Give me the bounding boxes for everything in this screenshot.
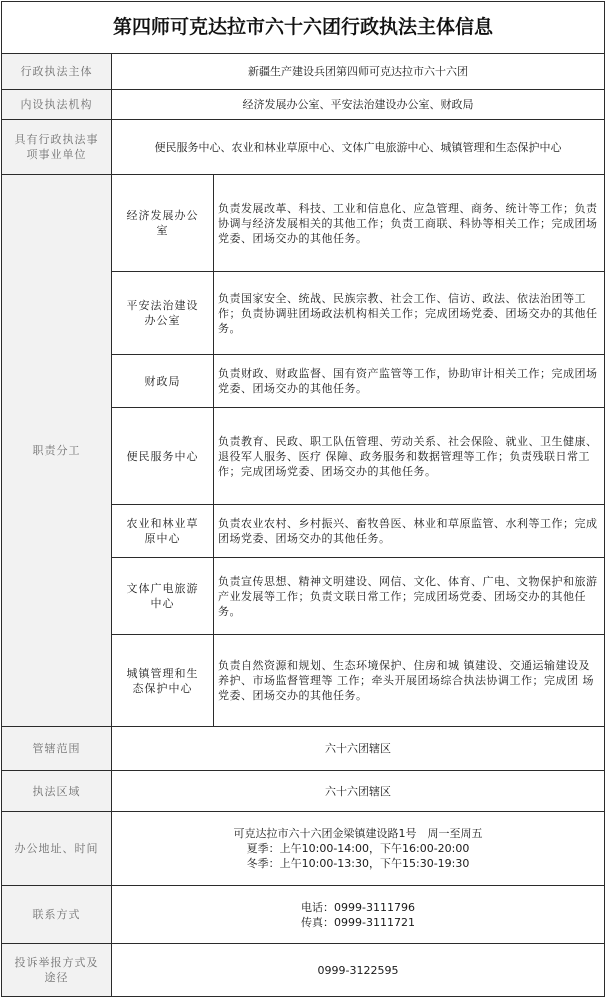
duty-description: 负责教育、民政、职工队伍管理、劳动关系、社会保险、就业、卫生健康、退役军人服务、医疗 保障、政务服务和数据管理等工作；负责残联日常工作；完成团场党委、团场交办的其他任务。 <box>214 408 605 505</box>
office-info <box>112 812 605 886</box>
enforcement-area-value: 六十六团辖区 <box>112 771 605 812</box>
contact-row <box>2 886 605 944</box>
office-summer-hours: 夏季：上午10:00-14:00，下午16:00-20:00 <box>246 842 470 855</box>
page-title: 第四师可克达拉市六十六团行政执法主体信息 <box>2 2 605 54</box>
duty-unit: 城镇管理和生态保护中心 <box>112 635 214 727</box>
duty-unit: 平安法治建设办公室 <box>112 272 214 355</box>
duty-description: 负责自然资源和规划、生态环境保护、住房和城 镇建设、交通运输建设及养护、市场监督管理等 工作；牵头开展团场综合执法协调工作；完成团 场党委、团场交办的其他任务。 <box>214 635 605 727</box>
duty-unit: 便民服务中心 <box>112 408 214 505</box>
duty-unit: 财政局 <box>112 355 214 408</box>
duty-description: 负责农业农村、乡村振兴、畜牧兽医、林业和草原监管、水利等工作；完成团场党委、团场交办的其他任务。 <box>214 505 605 558</box>
duty-row <box>2 175 605 272</box>
duties-label: 职责分工 <box>2 175 112 727</box>
info-sheet <box>1 1 604 993</box>
contact-info <box>112 886 605 944</box>
duty-unit: 文体广电旅游中心 <box>112 558 214 635</box>
internal-value: 经济发展办公室、平安法治建设办公室、财政局 <box>112 90 605 120</box>
office-winter-hours: 冬季：上午10:00-13:30，下午15:30-19:30 <box>246 857 470 870</box>
entity-label: 行政执法主体 <box>2 54 112 90</box>
jurisdiction-row <box>2 727 605 771</box>
units-row <box>2 120 605 175</box>
duty-description: 负责宣传思想、精神文明建设、网信、文化、体育、广电、文物保护和旅游产业发展等工作；负责文联日常工作；完成团场党委、团场交办的其他任务。 <box>214 558 605 635</box>
duty-unit: 经济发展办公室 <box>112 175 214 272</box>
duty-unit: 农业和林业草原中心 <box>112 505 214 558</box>
jurisdiction-value: 六十六团辖区 <box>112 727 605 771</box>
office-label: 办公地址、时间 <box>2 812 112 886</box>
enforcement-area-row <box>2 771 605 812</box>
duty-description: 负责国家安全、统战、民族宗教、社会工作、信访、政法、依法治团等工作；负责协调驻团场政法机构相关工作；完成团场党委、团场交办的其他任务。 <box>214 272 605 355</box>
contact-fax: 传真：0999-3111721 <box>301 915 415 929</box>
enforcement-area-label: 执法区域 <box>2 771 112 812</box>
complaint-value: 0999-3122595 <box>112 944 605 997</box>
internal-row <box>2 90 605 120</box>
units-value: 便民服务中心、农业和林业草原中心、文体广电旅游中心、城镇管理和生态保护中心 <box>112 120 605 175</box>
contact-label: 联系方式 <box>2 886 112 944</box>
complaint-row <box>2 944 605 997</box>
info-table <box>1 1 605 997</box>
entity-row <box>2 54 605 90</box>
title-row <box>2 2 605 54</box>
complaint-label: 投诉举报方式及途径 <box>2 944 112 997</box>
units-label: 具有行政执法事项事业单位 <box>2 120 112 175</box>
office-address: 可克达拉市六十六团金梁镇建设路1号 周一至周五 <box>233 827 483 840</box>
jurisdiction-label: 管辖范围 <box>2 727 112 771</box>
duty-description: 负责财政、财政监督、国有资产监管等工作，协助审计相关工作；完成团场党委、团场交办的其他任务。 <box>214 355 605 408</box>
contact-phone: 电话：0999-3111796 <box>301 900 415 914</box>
internal-label: 内设执法机构 <box>2 90 112 120</box>
entity-value: 新疆生产建设兵团第四师可克达拉市六十六团 <box>112 54 605 90</box>
duty-description: 负责发展改革、科技、工业和信息化、应急管理、商务、统计等工作；负责协调与经济发展相关的其他工作；负责工商联、科协等相关工作；完成团场党委、团场交办的其他任务。 <box>214 175 605 272</box>
office-row <box>2 812 605 886</box>
